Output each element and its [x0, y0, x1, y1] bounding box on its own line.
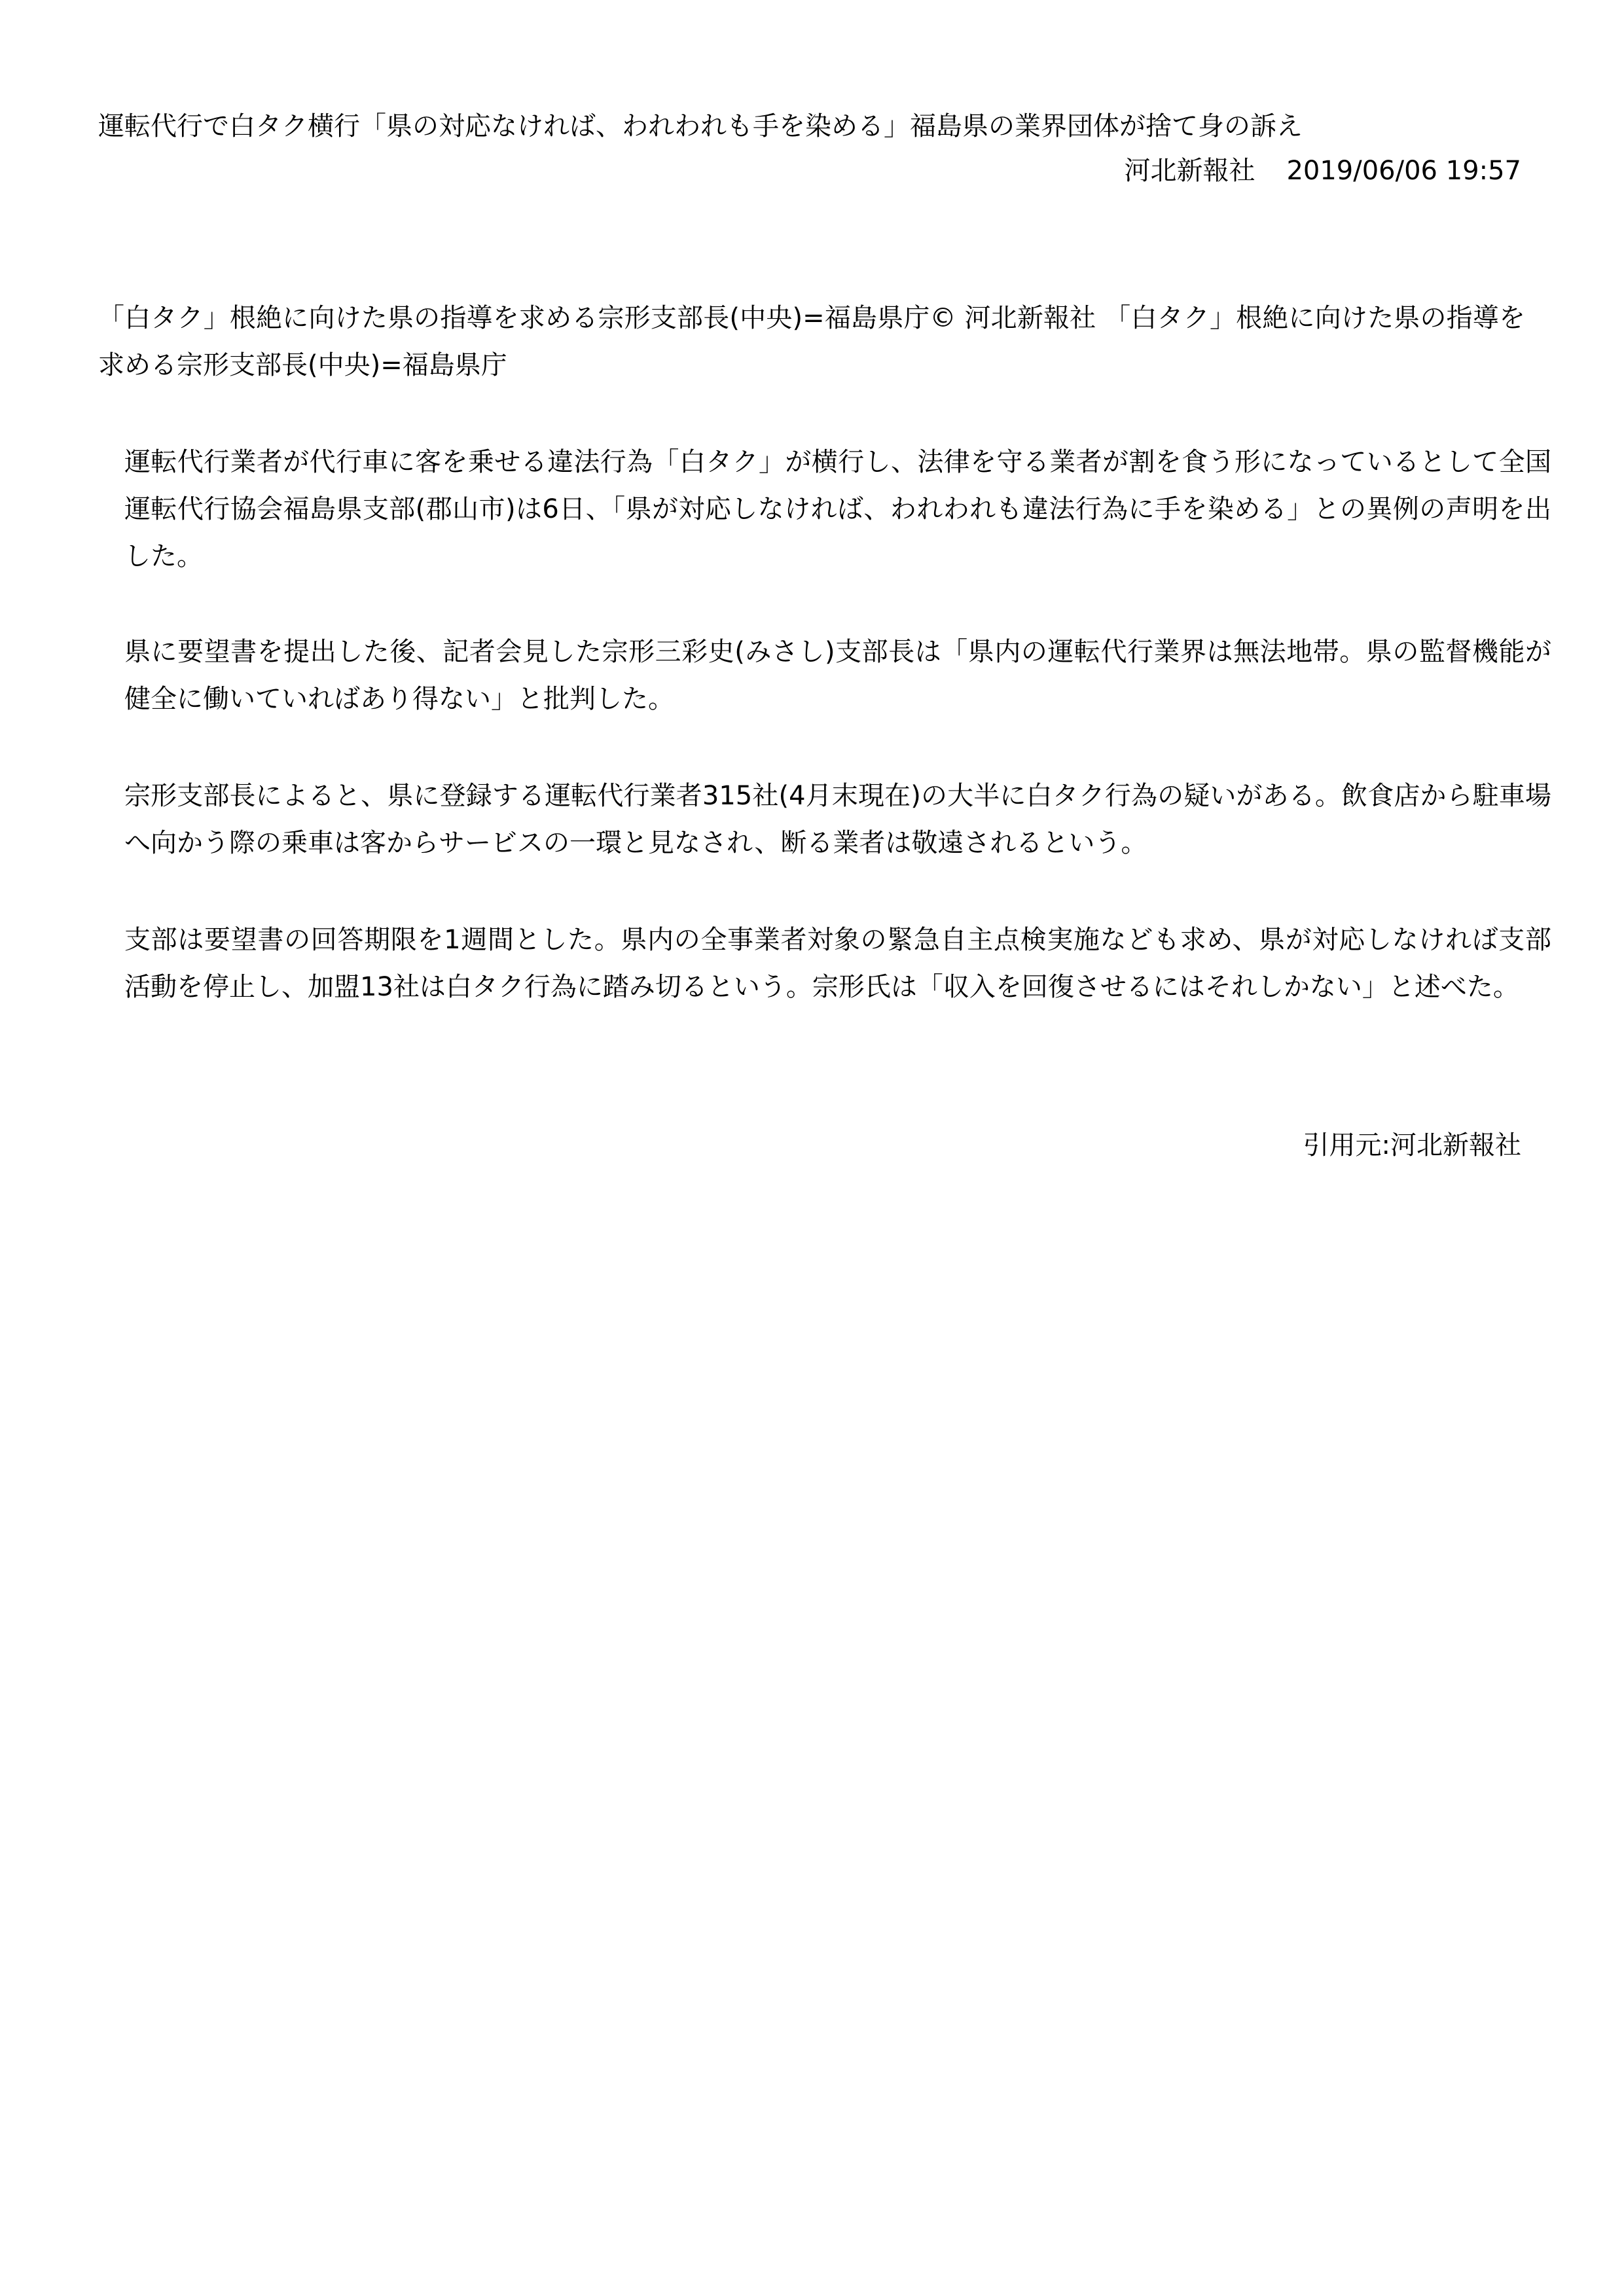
publisher-name: 河北新報社 [1124, 156, 1255, 186]
paragraph-3: 宗形支部長によると、県に登録する運転代行業者315社(4月末現在)の大半に白タク行為の疑いがある。飲食店から駐車場へ向かう際の乗車は客からサービスの一環と見なされ、断る業者は敬遠されるという。 [124, 781, 1551, 858]
photo-caption: 「白タク」根絶に向けた県の指導を求める宗形支部長(中央)=福島県庁© 河北新報社 「白タク」根絶に向けた県の指導を求める宗形支部長(中央)=福島県庁 [98, 303, 1525, 380]
paragraph-4: 支部は要望書の回答期限を1週間とした。県内の全事業者対象の緊急自主点検実施なども求め、県が対応しなければ支部活動を停止し、加盟13社は白タク行為に踏み切るという。宗形氏は「収入を回復させるにはそれしかない」と述べた。 [124, 925, 1551, 1002]
source-citation: 引用元:河北新報社 [1303, 1130, 1521, 1160]
paragraph-1: 運転代行業者が代行車に客を乗せる違法行為「白タク」が横行し、法律を守る業者が割を食う形になっているとして全国運転代行協会福島県支部(郡山市)は6日、「県が対応しなければ、われわれも違法行為に手を染める」との異例の声明を出した。 [124, 447, 1551, 571]
byline [1124, 152, 1521, 189]
paragraph-2: 県に要望書を提出した後、記者会見した宗形三彩史(みさし)支部長は「県内の運転代行業界は無法地帯。県の監督機能が健全に働いていればあり得ない」と批判した。 [124, 637, 1551, 714]
publish-datetime: 2019/06/06 19:57 [1286, 156, 1521, 186]
article-title: 運転代行で白タク横行「県の対応なければ、われわれも手を染める」福島県の業界団体が捨て身の訴え [98, 111, 1303, 141]
